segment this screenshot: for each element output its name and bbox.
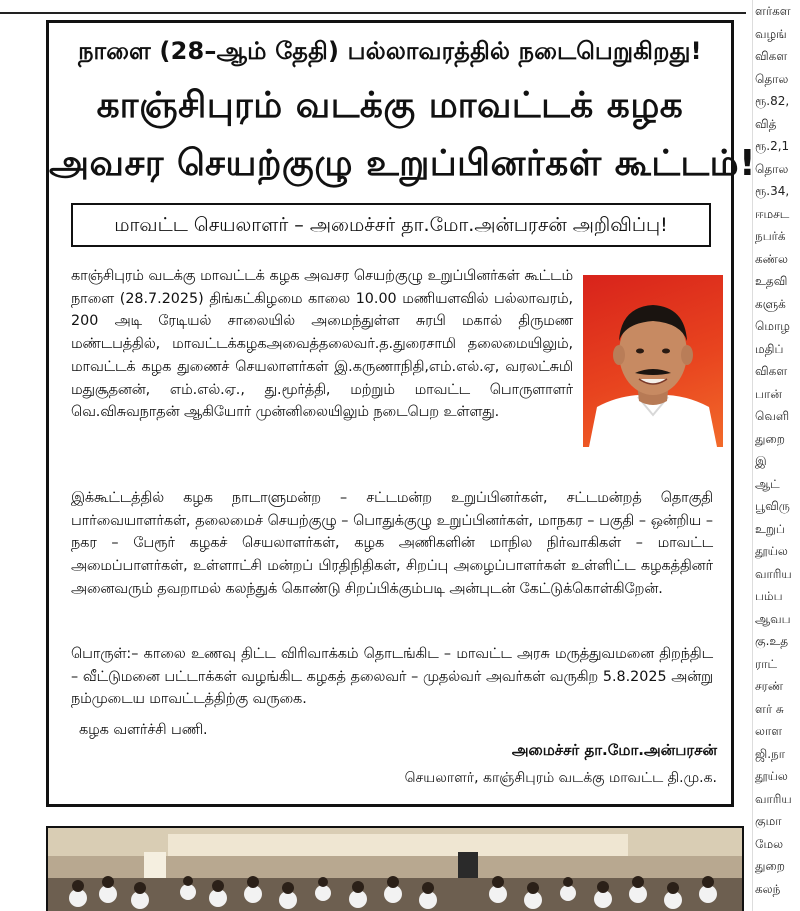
portrait-illustration [583, 275, 723, 447]
column-fragment-line: ளர் சு [755, 701, 784, 716]
body-paragraph-4: கழக வளர்ச்சி பணி. [79, 722, 208, 738]
column-fragment-line: பம்ப [755, 589, 783, 603]
announcement-box [46, 20, 757, 807]
column-fragment-line: தொல [755, 71, 789, 86]
secretary-portrait [583, 275, 723, 447]
column-fragment-line: துறை [755, 431, 785, 446]
column-fragment-line: விகள [755, 364, 788, 378]
signature-title: செயலாளர், காஞ்சிபுரம் வடக்கு மாவட்ட தி.மு.க. [404, 770, 717, 786]
column-fragment-line: கலந் [755, 881, 781, 896]
event-photo-illustration [48, 828, 744, 911]
column-fragment-line: பூவிரு [755, 499, 790, 513]
column-fragment-line: தொல [755, 161, 789, 176]
column-fragment-line: பான் [755, 386, 782, 401]
column-fragment-line: தூய்ல [755, 769, 788, 783]
column-fragment-line: மேல [755, 836, 784, 851]
column-fragment-line: மதிப் [755, 341, 784, 356]
subheading-box [71, 203, 711, 247]
column-fragment-line: ராட் [755, 656, 778, 671]
column-fragment-line: உறுப் [755, 521, 785, 536]
column-fragment-line: ஆட் [755, 476, 780, 491]
column-fragment-line: ரூ.2,1 [755, 139, 790, 153]
column-fragment-line: வழங் [755, 26, 787, 41]
column-fragment-line: நபர்க் [755, 229, 786, 243]
headline-line-1: நாளை (28–ஆம் தேதி) பல்லாவரத்தில் நடைபெறுகிறது! [78, 37, 702, 65]
column-fragment-line: வாரிய [755, 566, 792, 581]
top-rule [0, 12, 746, 14]
column-fragment-line: ரூ.82, [755, 94, 790, 108]
column-fragment-line: குமா [755, 814, 782, 828]
column-fragment-line: துறை [755, 859, 785, 873]
column-fragment-line: கு.உத [755, 634, 789, 648]
column-fragment-line: வித் [755, 116, 777, 131]
event-photo [46, 826, 744, 911]
column-fragment-line: வாரிய [755, 791, 792, 806]
column-fragment-line: ரூ.34, [755, 184, 790, 198]
column-fragment-line: ஈமசட [755, 206, 790, 221]
column-fragment-line: சரண் [755, 679, 784, 693]
column-fragment-line: வெளி [755, 409, 790, 423]
headline-line-2: காஞ்சிபுரம் வடக்கு மாவட்டக் கழக [96, 85, 684, 126]
signature-name: அமைச்சர் தா.மோ.அன்பரசன் [511, 741, 717, 759]
column-fragment-line: ளர்கள [755, 4, 791, 18]
column-fragment-line: ஜி.நா [755, 746, 785, 761]
column-fragment-line: இ [755, 454, 767, 468]
body-paragraph-2: இக்கூட்டத்தில் கழக நாடாளுமன்ற – சட்டமன்ற உறுப்பினர்கள், சட்டமன்றத் தொகுதி பார்வையாளர்கள், தலைமைச் செயற்குழு – பொதுக்குழு உறுப்பினர்கள், மாநகர – பகுதி – ஒன்றிய – நகர – பேரூர் கழகச் செயலாளர்கள், கழக அணிகளின் மாநில நிர்வாகிகள் – மாவட்ட அமைப்பாளர்கள், உள்ளாட்சி மன்றப் பிரதிநிதிகள், சிறப்பு அழைப்பாளர்கள் உள்ளிட்ட கழகத்தினர் அனைவரும் தவறாமல் கலந்துக் கொண்டு சிறப்பிக்கும்படி அன்புடன் கேட்டுக்கொள்கிறேன். [71, 490, 713, 597]
body-paragraph-1: காஞ்சிபுரம் வடக்கு மாவட்டக் கழக அவசர செயற்குழு உறுப்பினர்கள் கூட்டம் நாளை (28.7.2025) திங்கட்கிழமை காலை 10.00 மணியளவில் பல்லாவரம், 200 அடி ரேடியல் சாலையில் அமைந்துள்ள சுரபி மகால் திருமண மண்டபத்தில், மாவட்டக்கழகஅவைத்தலைவர்.த.துரைசாமி தலைமையிலும், மாவட்டக் கழக துணைச் செயலாளர்கள் இ.கருணாநிதி,எம்.எல்.ஏ, வரலட்சுமி மதுசூதனன், எம்.எல்.ஏ., து.மூர்த்தி, மற்றும் மாவட்ட பொருளாளர் வெ.விசுவநாதன் ஆகியோர் முன்னிலையிலும் நடைபெற உள்ளது. [71, 268, 573, 421]
column-fragment-line: மொழ [755, 319, 790, 333]
subheading-text: மாவட்ட செயலாளர் – அமைச்சர் தா.மோ.அன்பரசன் அறிவிப்பு! [114, 214, 668, 236]
body-paragraph-3: பொருள்:– காலை உணவு திட்ட விரிவாக்கம் தொடங்கிட – மாவட்ட அரசு மருத்துவமனை திறந்திட – வீட்டுமனை பட்டாக்கள் வழங்கிட கழகத் தலைவர் – முதல்வர் அவர்கள் வருகிற 5.8.2025 அன்று நம்முடைய மாவட்டத்திற்கு வருகை. [71, 646, 713, 708]
column-fragment-line: களுக் [755, 296, 786, 311]
column-fragment-line: தூய்ல [755, 544, 788, 558]
headline-line-3: அவசர செயற்குழு உறுப்பினர்கள் கூட்டம்! [49, 143, 757, 184]
column-fragment-line: கண்ல [755, 251, 788, 266]
adjacent-column-fragment [752, 0, 800, 911]
column-fragment-line: விகள [755, 49, 788, 63]
column-fragment-line: ஆவப [755, 611, 791, 626]
column-fragment-line: லாள [755, 724, 783, 738]
column-fragment-line: உதவி [755, 274, 788, 288]
